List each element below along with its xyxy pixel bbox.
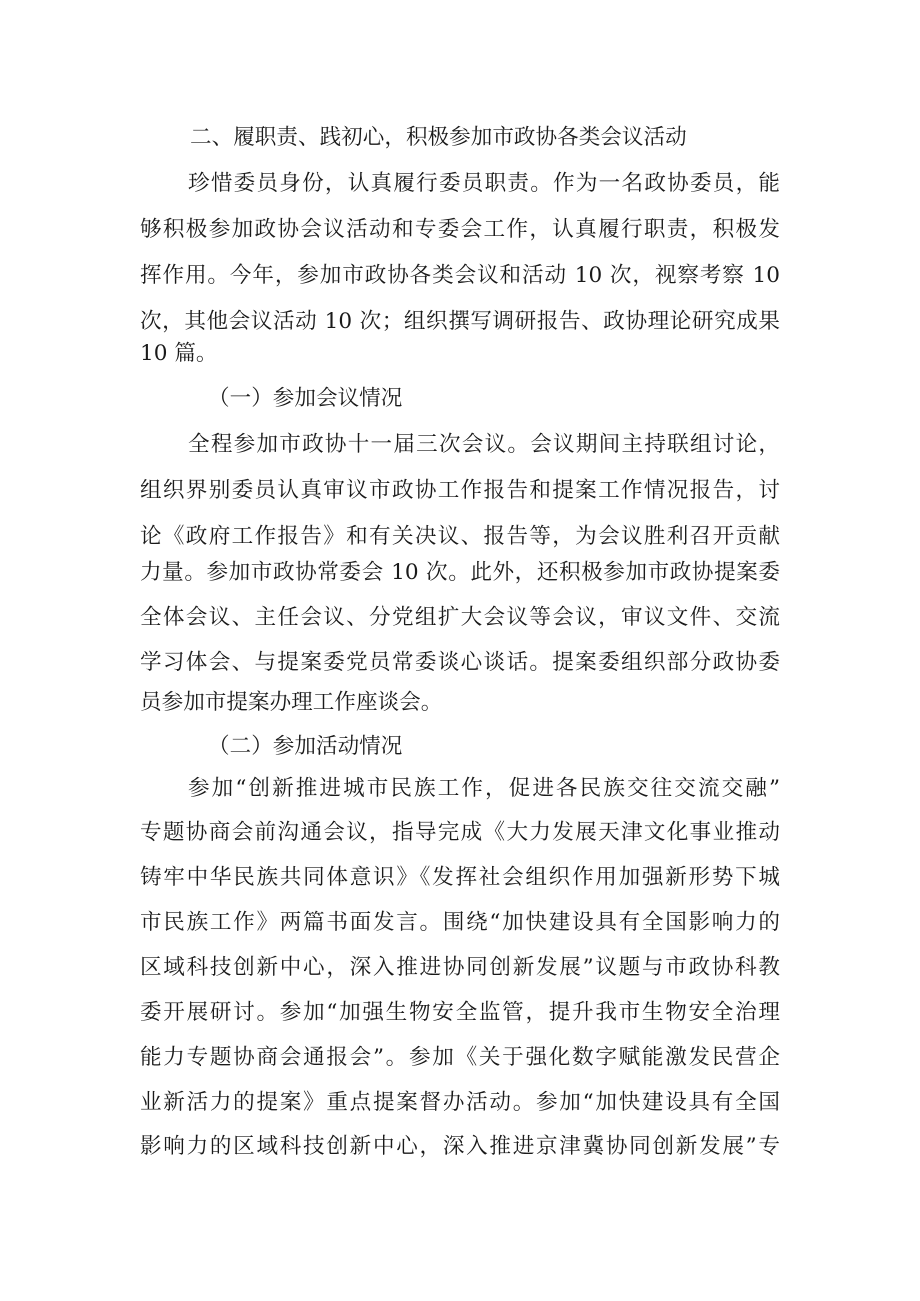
paragraph-line: 次，其他会议活动 10 次；组织撰写调研报告、政协理论研究成果 (140, 309, 780, 334)
paragraph-line: 委开展研讨。参加“加强生物安全监管，提升我市生物安全治理 (140, 1000, 780, 1025)
subsection-heading: （一）参加会议情况 (208, 386, 403, 411)
paragraph-line: 挥作用。今年，参加市政协各类会议和活动 10 次，视察考察 10 (140, 263, 780, 288)
paragraph-line: 全程参加市政协十一届三次会议。会议期间主持联组讨论， (188, 432, 780, 457)
subsection-heading: （二）参加活动情况 (208, 734, 403, 759)
paragraph-line: 专题协商会前沟通会议，指导完成《大力发展天津文化事业推动 (140, 820, 780, 845)
paragraph-line: 业新活力的提案》重点提案督办活动。参加“加快建设具有全国 (140, 1090, 780, 1115)
paragraph-line: 区域科技创新中心，深入推进协同创新发展”议题与市政协科教 (140, 955, 780, 980)
paragraph-line: 力量。参加市政协常委会 10 次。此外，还积极参加市政协提案委 (140, 560, 780, 585)
paragraph-line: 珍惜委员身份，认真履行委员职责。作为一名政协委员，能 (188, 171, 780, 196)
paragraph-line: 组织界别委员认真审议市政协工作报告和提案工作情况报告，讨 (140, 478, 780, 503)
paragraph-line: 能力专题协商会通报会”。参加《关于强化数字赋能激发民营企 (140, 1045, 780, 1070)
section-heading: 二、履职责、践初心，积极参加市政协各类会议活动 (190, 125, 687, 150)
paragraph-line: 参加“创新推进城市民族工作，促进各民族交往交流交融” (188, 776, 780, 801)
paragraph-line: 铸牢中华民族共同体意识》《发挥社会组织作用加强新形势下城 (140, 865, 780, 890)
paragraph-line: 市民族工作》两篇书面发言。围绕“加快建设具有全国影响力的 (140, 910, 780, 935)
paragraph-line: 论《政府工作报告》和有关决议、报告等，为会议胜利召开贡献 (140, 524, 780, 549)
paragraph-line: 学习体会、与提案委党员常委谈心谈话。提案委组织部分政协委 (140, 650, 780, 675)
paragraph-line: 全体会议、主任会议、分党组扩大会议等会议，审议文件、交流 (140, 605, 780, 630)
paragraph-line: 够积极参加政协会议活动和专委会工作，认真履行职责，积极发 (140, 217, 780, 242)
paragraph-line: 影响力的区域科技创新中心，深入推进京津冀协同创新发展”专 (140, 1134, 780, 1159)
paragraph-line: 员参加市提案办理工作座谈会。 (140, 690, 443, 715)
paragraph-line: 10 篇。 (140, 341, 218, 366)
